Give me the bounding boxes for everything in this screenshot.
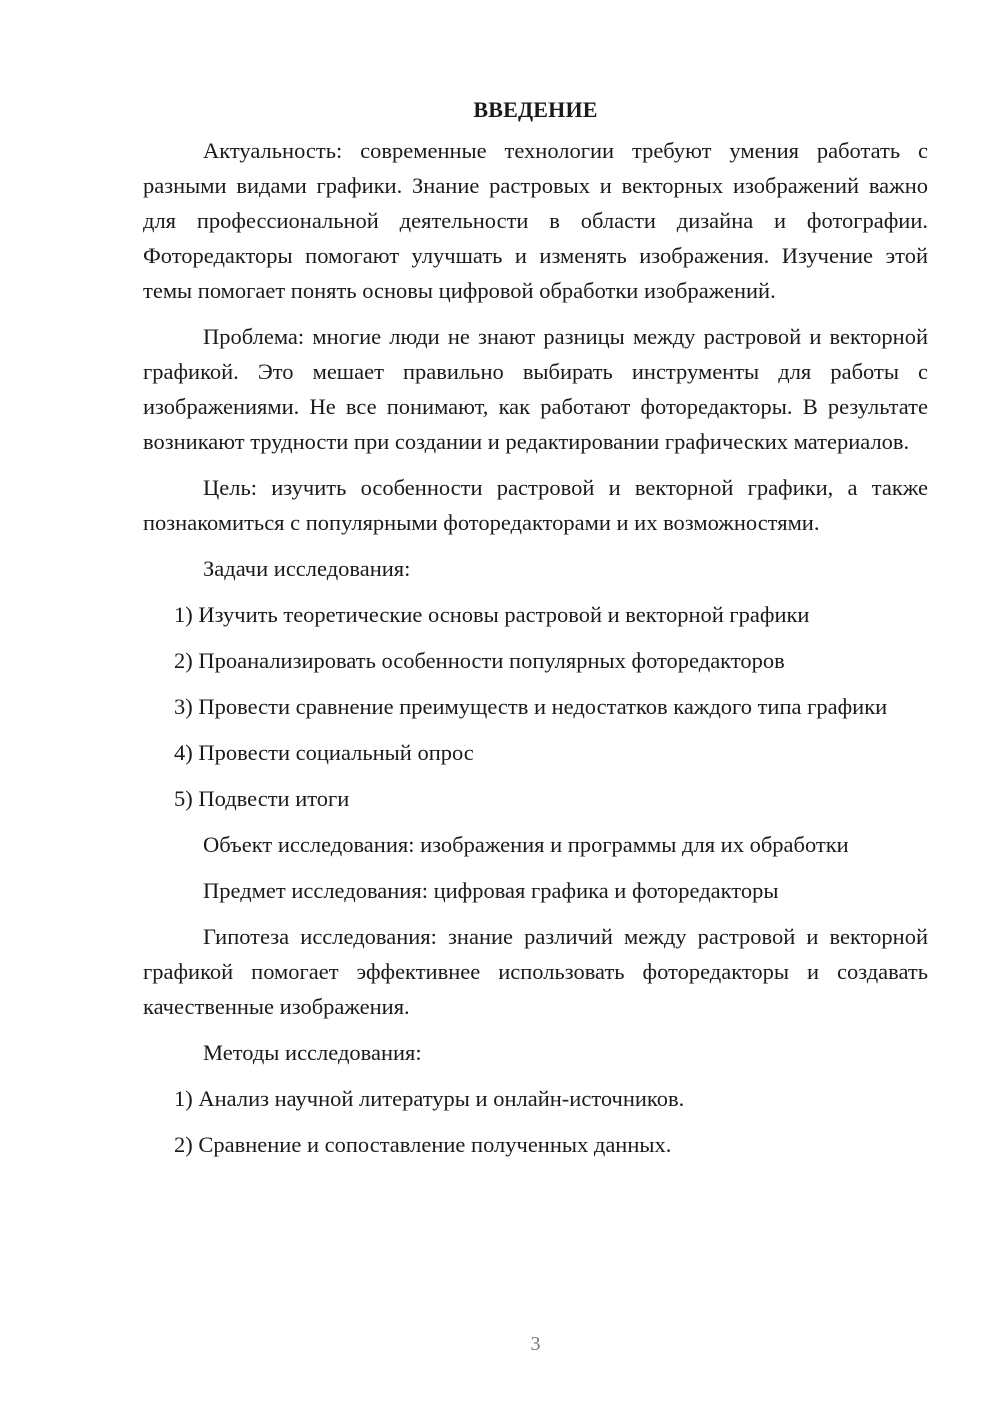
method-item: 2) Сравнение и сопоставление полученных данных. [174,1132,672,1157]
tasks-heading: Задачи исследования: [203,556,411,581]
research-subject: Предмет исследования: цифровая графика и фоторедакторы [203,878,779,903]
method-item: 1) Анализ научной литературы и онлайн-источников. [174,1086,685,1111]
problem-paragraph: Проблема: многие люди не знают разницы между растровой и векторной графикой. Это мешает правильно выбирать инструменты для работы с изображениями. Не все понимают, как работают фоторедакторы. В результате возникают трудности при создании и редактировании графических материалов. [143,324,928,454]
relevance-paragraph: Актуальность: современные технологии требуют умения работать с разными видами графики. Знание растровых и векторных изображений важно для профессиональной деятельности в области дизайна и фотографии. Фоторедакторы помогают улучшать и изменять изображения. Изучение этой темы помогает понять основы цифровой обработки изображений. [143,138,928,303]
page-number: 3 [530,1333,541,1355]
task-item: 2) Проанализировать особенности популярных фоторедакторов [174,648,785,673]
goal-paragraph: Цель: изучить особенности растровой и векторной графики, а также познакомиться с популярными фоторедакторами и их возможностями. [143,475,928,535]
task-item: 1) Изучить теоретические основы растровой и векторной графики [174,602,810,627]
page-title: ВВЕДЕНИЕ [473,97,598,122]
page-content [143,95,928,1173]
task-item: 3) Провести сравнение преимуществ и недостатков каждого типа графики [174,694,888,719]
task-item: 5) Подвести итоги [174,786,350,811]
methods-heading: Методы исследования: [203,1040,422,1065]
hypothesis-paragraph: Гипотеза исследования: знание различий между растровой и векторной графикой помогает эффективнее использовать фоторедакторы и создавать качественные изображения. [143,924,928,1019]
task-item: 4) Провести социальный опрос [174,740,474,765]
research-object: Объект исследования: изображения и программы для их обработки [203,832,849,857]
